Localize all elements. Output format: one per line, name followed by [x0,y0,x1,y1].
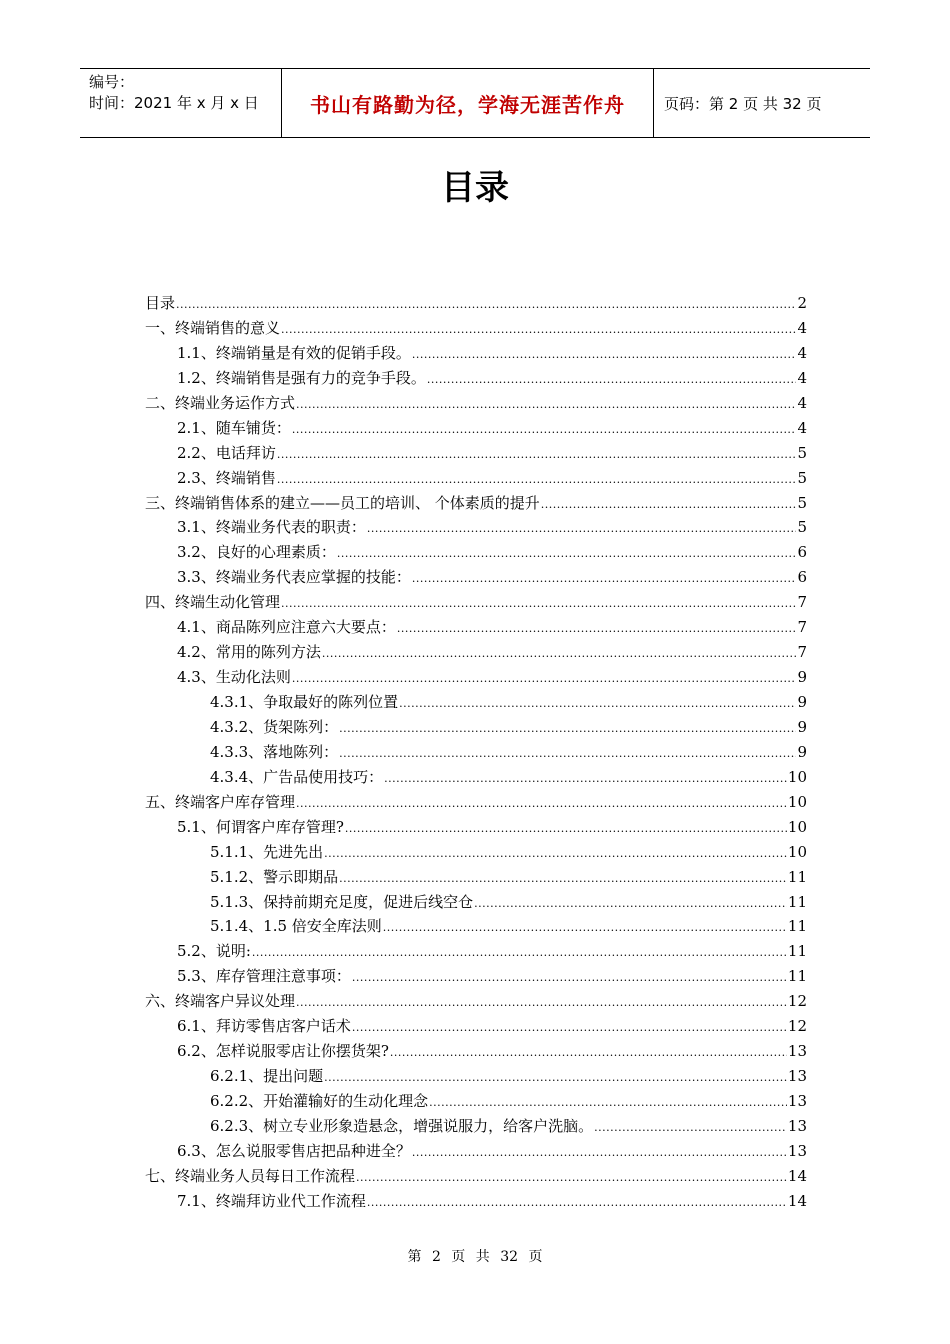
serial-number-label: 编号： [89,73,135,91]
toc-entry[interactable] [145,1015,807,1040]
toc-entry-page: 6 [797,543,807,562]
toc-entry[interactable] [145,1115,807,1140]
toc-leader-dots [399,693,796,711]
toc-leader-dots [176,294,796,312]
toc-leader-dots [281,593,796,611]
toc-entry-title: 4.3、生动化法则 [177,668,291,687]
toc-leader-dots [339,868,787,886]
toc-entry-page: 13 [787,1141,807,1160]
toc-entry[interactable] [145,1065,807,1090]
toc-entry-title: 6.1、拜访零售店客户话术 [177,1017,351,1036]
toc-entry[interactable] [145,1190,807,1215]
toc-entry-title: 6.2.2、开始灌输好的生动化理念 [210,1092,429,1110]
toc-entry-page: 5 [797,493,807,512]
toc-leader-dots [337,543,797,561]
toc-entry-page: 7 [797,593,807,612]
toc-leader-dots [252,942,787,960]
toc-entry-page: 13 [787,1092,807,1110]
toc-entry-page: 5 [797,443,807,462]
toc-entry[interactable] [145,666,807,691]
toc-entry[interactable] [145,990,807,1015]
toc-entry-page: 6 [797,568,807,587]
toc-entry-title: 2.1、随车铺货： [177,418,291,437]
toc-entry-page: 13 [787,1042,807,1061]
toc-leader-dots [594,1117,787,1135]
toc-entry[interactable] [145,766,807,791]
toc-entry-title: 2.3、终端销售 [177,468,276,487]
toc-entry-title: 4.3.3、落地陈列： [210,742,339,761]
toc-leader-dots [324,1067,787,1085]
toc-entry-page: 4 [797,393,807,412]
toc-entry-page: 10 [787,842,807,861]
toc-leader-dots [474,893,787,911]
toc-entry-page: 5 [797,468,807,487]
toc-entry-page: 2 [797,294,807,312]
toc-entry-title: 3.1、终端业务代表的职责： [177,518,366,537]
toc-entry-title: 六、终端客户异议处理 [145,992,296,1011]
toc-leader-dots [412,1142,787,1160]
toc-leader-dots [383,917,787,935]
toc-entry[interactable] [145,791,807,816]
toc-entry-page: 12 [787,992,807,1011]
toc-entry-page: 4 [797,343,807,362]
toc-leader-dots [296,793,787,811]
toc-entry[interactable] [145,591,807,616]
toc-leader-dots [345,818,787,836]
toc-leader-dots [352,967,787,985]
toc-entry[interactable] [145,566,807,591]
toc-entry-page: 11 [787,942,807,961]
toc-entry-title: 4.3.1、争取最好的陈列位置 [210,693,399,711]
toc-leader-dots [367,1192,787,1210]
toc-entry[interactable] [145,915,807,940]
toc-entry[interactable] [145,1090,807,1115]
toc-entry-title: 4.3.2、货架陈列： [210,717,339,736]
toc-leader-dots [281,319,796,337]
toc-entry[interactable] [145,516,807,541]
toc-entry[interactable] [145,641,807,666]
toc-leader-dots [339,743,796,761]
page-title: 目录 [441,168,509,208]
header-meta [80,69,282,137]
toc-leader-dots [339,718,796,736]
toc-entry[interactable] [145,467,807,492]
toc-entry-title: 4.1、商品陈列应注意六大要点： [177,618,396,637]
toc-entry-title: 6.2.1、提出问题 [210,1067,324,1086]
toc-entry-page: 4 [797,418,807,437]
toc-entry[interactable] [145,492,807,517]
toc-entry[interactable] [145,417,807,442]
toc-entry-title: 5.1.4、1.5 倍安全库法则 [210,917,382,936]
date-text: 时间：2021 年 x 月 x 日 [89,94,259,112]
toc-entry-title: 四、终端生动化管理 [145,593,281,612]
toc-entry-title: 5.1.1、先进先出 [210,842,324,861]
toc-leader-dots [324,843,787,861]
toc-leader-dots [356,1167,787,1185]
header-motto: 书山有路勤为径，学海无涯苦作舟 [282,69,654,137]
toc-entry-page: 4 [797,318,807,337]
toc-entry-page: 4 [797,368,807,387]
toc-leader-dots [397,618,797,636]
toc-entry-title: 3.3、终端业务代表应掌握的技能： [177,568,411,587]
toc-entry-title: 七、终端业务人员每日工作流程 [145,1166,356,1185]
toc-entry-page: 14 [787,1166,807,1185]
toc-entry-title: 五、终端客户库存管理 [145,792,296,811]
toc-entry-title: 目录 [145,294,176,312]
toc-leader-dots [296,992,787,1010]
toc-entry-title: 三、终端销售体系的建立——员工的培训、 个体素质的提升 [145,493,540,512]
toc-leader-dots [427,369,797,387]
table-of-contents [145,292,807,1215]
toc-entry[interactable] [145,342,807,367]
toc-entry-page: 11 [787,867,807,886]
toc-entry-title: 6.2.3、树立专业形象造悬念，增强说服力，给客户洗脑。 [210,1116,594,1135]
toc-leader-dots [412,344,797,362]
toc-leader-dots [322,643,797,661]
toc-leader-dots [384,768,787,786]
toc-entry-title: 5.1.3、保持前期充足度，促进后线空仓 [210,892,474,911]
toc-entry[interactable] [145,1040,807,1065]
toc-entry[interactable] [145,292,807,317]
toc-entry-title: 一、终端销售的意义 [145,318,281,337]
toc-entry-page: 13 [787,1116,807,1135]
toc-entry[interactable] [145,866,807,891]
toc-entry-title: 5.1.2、警示即期品 [210,867,339,886]
toc-entry-title: 5.2、说明: [177,942,251,961]
toc-entry[interactable] [145,691,807,716]
toc-entry-page: 12 [787,1017,807,1036]
page-header [80,68,870,138]
toc-entry[interactable] [145,317,807,342]
toc-leader-dots [429,1092,787,1110]
toc-entry-title: 5.3、库存管理注意事项： [177,967,351,986]
toc-entry-page: 9 [797,693,807,711]
toc-entry-title: 4.2、常用的陈列方法 [177,643,321,662]
toc-entry[interactable] [145,392,807,417]
toc-entry[interactable] [145,965,807,990]
toc-entry-title: 6.3、怎么说服零售店把品种进全？ [177,1141,411,1160]
toc-entry-page: 7 [797,618,807,637]
toc-entry-page: 5 [797,518,807,537]
toc-leader-dots [296,394,796,412]
toc-entry-page: 9 [797,668,807,687]
toc-entry-page: 14 [787,1191,807,1210]
toc-entry-title: 5.1、何谓客户库存管理? [177,817,344,836]
toc-entry[interactable] [145,816,807,841]
toc-entry-title: 6.2、怎样说服零店让你摆货架? [177,1042,389,1061]
toc-entry-title: 4.3.4、广告品使用技巧： [210,767,384,786]
toc-entry[interactable] [145,841,807,866]
toc-leader-dots [292,668,797,686]
toc-entry-page: 9 [797,717,807,736]
toc-entry[interactable] [145,616,807,641]
toc-entry[interactable] [145,1165,807,1190]
toc-entry-page: 11 [787,917,807,936]
toc-leader-dots [292,419,797,437]
toc-entry-title: 1.2、终端销售是强有力的竞争手段。 [177,368,426,387]
header-page-info: 页码：第 2 页 共 32 页 [664,94,822,113]
toc-entry[interactable] [145,716,807,741]
toc-leader-dots [541,494,797,512]
toc-entry-page: 10 [787,817,807,836]
toc-entry-page: 7 [797,643,807,662]
toc-entry[interactable] [145,367,807,392]
toc-leader-dots [352,1017,787,1035]
page-footer: 第 2 页 共 32 页 [407,1249,543,1265]
toc-entry-page: 9 [797,742,807,761]
toc-entry-page: 10 [787,792,807,811]
toc-entry-page: 11 [787,967,807,986]
toc-leader-dots [277,444,797,462]
toc-entry[interactable] [145,940,807,965]
toc-entry-page: 11 [787,892,807,911]
toc-entry-page: 13 [787,1067,807,1086]
toc-entry-title: 二、终端业务运作方式 [145,393,296,412]
toc-entry[interactable] [145,442,807,467]
toc-entry-title: 2.2、电话拜访 [177,443,276,462]
toc-entry[interactable] [145,1140,807,1165]
toc-entry[interactable] [145,541,807,566]
toc-entry-page: 10 [787,767,807,786]
toc-entry[interactable] [145,741,807,766]
toc-entry-title: 7.1、终端拜访业代工作流程 [177,1191,366,1210]
toc-leader-dots [277,469,797,487]
toc-leader-dots [412,568,797,586]
toc-entry-title: 3.2、良好的心理素质： [177,543,336,562]
toc-entry-title: 1.1、终端销量是有效的促销手段。 [177,343,411,362]
toc-entry[interactable] [145,891,807,916]
toc-leader-dots [367,518,797,536]
toc-leader-dots [390,1042,787,1060]
